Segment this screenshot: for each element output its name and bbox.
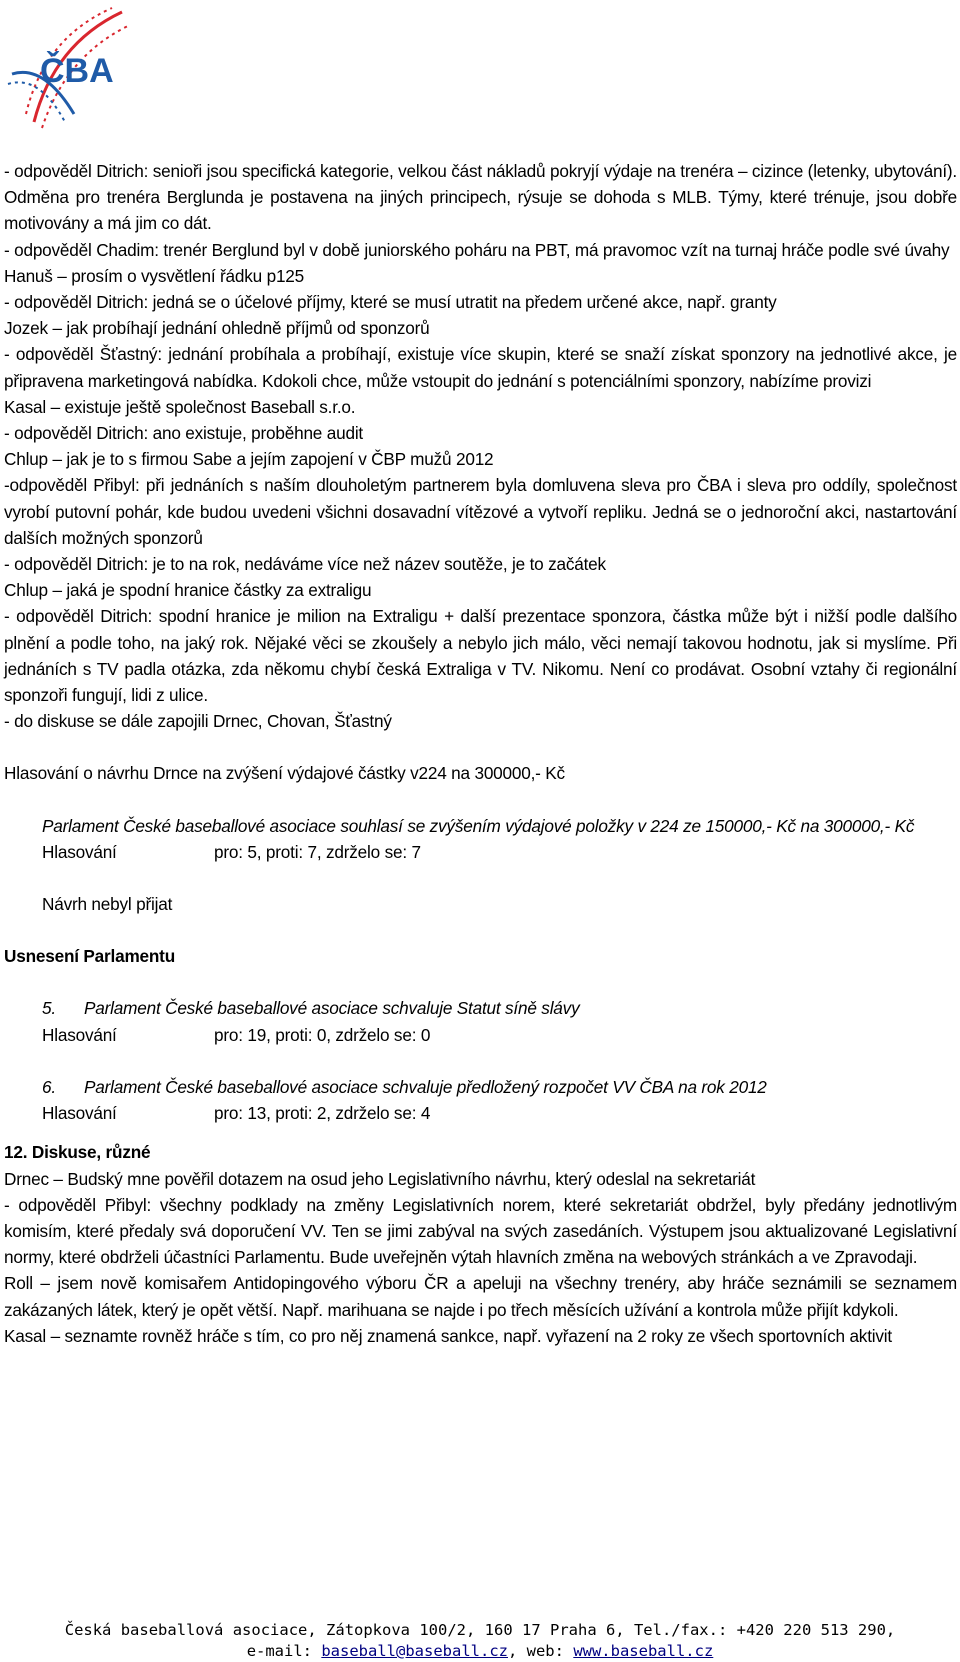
vote-heading: Hlasování o návrhu Drnce na zvýšení výdajové částky v224 na 300000,- Kč (4, 763, 565, 784)
resolution-number: 6. (42, 1076, 56, 1097)
paragraph: Roll – jsem nově komisařem Antidopingového výboru ČR a apeluji na všechny trenéry, aby hráče seznámili se seznamem zakázaných látek, který je opět větší. Např. marihuana se najde i po třech měsících užívání a kontrola může přijít kdykoli. (4, 1273, 957, 1320)
resolution-vote (4, 1022, 957, 1048)
paragraph: Kasal – seznamte rovněž hráče s tím, co pro něj znamená sankce, např. vyřazení na 2 roky ze všech sportovních aktivit (4, 1325, 892, 1346)
paragraph: - odpověděl Ditrich: je to na rok, nedáváme více než název soutěže, je to začátek (4, 554, 606, 575)
vote-result: pro: 13, proti: 2, zdrželo se: 4 (214, 1103, 431, 1124)
paragraph: - odpověděl Přibyl: všechny podklady na změny Legislativních norem, které sekretariát obdržel, byly předány jednotlivým komisím, které předaly svá doporučení VV. Ten se jimi zabýval na svých zasedáních. Výstupem jsou aktualizované Legislativní normy, které obdrželi účastníci Parlamentu. Bude uveřejněn výtah hlavních změna na webových stránkách a ve Zpravodaji. (4, 1194, 957, 1268)
paragraph: Jozek – jak probíhají jednání ohledně příjmů od sponzorů (4, 318, 430, 339)
resolution-text: Parlament České baseballové asociace schvaluje předložený rozpočet VV ČBA na rok 2012 (84, 1076, 767, 1097)
paragraph: - odpověděl Ditrich: jedná se o účelové příjmy, které se musí utratit na předem určené akce, např. granty (4, 292, 777, 313)
resolution-text: Parlament České baseballové asociace schvaluje Statut síně slávy (84, 998, 580, 1019)
resolution-item (4, 995, 957, 1021)
resolution-item (4, 1074, 957, 1100)
footer-address: Česká baseballová asociace, Zátopkova 100/2, 160 17 Praha 6, Tel./fax.: +420 220 513 290, (64, 1621, 896, 1639)
section-heading: 12. Diskuse, různé (4, 1142, 151, 1163)
paragraph: Hanuš – prosím o vysvětlení řádku p125 (4, 265, 305, 286)
paragraph: - odpověděl Ditrich: ano existuje, proběhne audit (4, 423, 364, 444)
document-body (4, 158, 957, 1349)
motion-vote (4, 839, 957, 865)
email-label: e-mail: (246, 1642, 322, 1660)
vote-label: Hlasování (42, 841, 117, 862)
resolutions-heading: Usnesení Parlamentu (4, 946, 176, 967)
paragraph: Drnec – Budský mne pověřil dotazem na osud jeho Legislativního návrhu, který odeslal na sekretariát (4, 1168, 756, 1189)
motion-outcome: Návrh nebyl přijat (42, 894, 173, 915)
paragraph: - odpověděl Šťastný: jednání probíhala a probíhají, existuje více skupin, které se snaží získat sponzory na jednotlivé akce, je připravena marketingová nabídka. Kdokoli chce, může vstoupit do jednání s potenciálními sponzory, nabízíme provizi (4, 344, 957, 391)
vote-result: pro: 5, proti: 7, zdrželo se: 7 (214, 841, 421, 862)
cba-logo (4, 4, 136, 136)
paragraph: - odpověděl Ditrich: spodní hranice je milion na Extraligu + další prezentace sponzora, částka může být i nižší podle dalšího plnění a podle toho, na jaký rok. Nějaké věci se zkoušely a nebylo jich málo, věci nemají takovou hodnotu, jak si myslíme. Při jednáních s TV padla otázka, zda někomu chybí česká Extraliga v TV. Nikomu. Není co prodávat. Osobní vztahy či regionální sponzoři fungují, lidi z ulice. (4, 606, 957, 706)
paragraph: - odpověděl Chadim: trenér Berglund byl v době juniorského poháru na PBT, má pravomoc vzít na turnaj hráče podle své úvahy (4, 239, 950, 260)
footer-contacts (0, 1641, 960, 1662)
email-link[interactable]: baseball@baseball.cz (321, 1642, 508, 1660)
vote-label: Hlasování (42, 1024, 117, 1045)
paragraph: -odpověděl Přibyl: při jednáních s naším dlouholetým partnerem byla domluvena sleva pro ČBA i sleva pro oddíly, společnost vyrobí putovní pohár, kde budou uvedeni všichni dosavadní vítězové a vytvoří repliku. Jedná se o jednoroční akci, nastartování dalších možných sponzorů (4, 475, 957, 548)
web-label: , web: (507, 1642, 574, 1660)
vote-result: pro: 19, proti: 0, zdrželo se: 0 (214, 1024, 431, 1045)
paragraph: - do diskuse se dále zapojili Drnec, Chovan, Šťastný (4, 711, 392, 732)
paragraph: Chlup – jaká je spodní hranice částky za extraligu (4, 580, 372, 601)
paragraph: Kasal – existuje ještě společnost Baseball s.r.o. (4, 396, 356, 417)
resolution-number: 5. (42, 998, 56, 1019)
vote-label: Hlasování (42, 1103, 117, 1124)
resolution-vote (4, 1100, 957, 1126)
web-link[interactable]: www.baseball.cz (573, 1642, 714, 1660)
paragraph: Chlup – jak je to s firmou Sabe a jejím zapojení v ČBP mužů 2012 (4, 449, 494, 470)
page-footer (0, 1620, 960, 1662)
paragraph: - odpověděl Ditrich: senioři jsou specifická kategorie, velkou část nákladů pokryjí výdaje na trenéra – cizince (letenky, ubytování). Odměna pro trenéra Berglunda je postavena na jiných principech, rýsuje se dohoda s MLB. Týmy, které trénuje, jsou dobře motivovány a má jim co dát. (4, 161, 957, 234)
svg-text:ČBA: ČBA (40, 52, 114, 90)
motion-text: Parlament České baseballové asociace souhlasí se zvýšením výdajové položky v 224 ze 150000,- Kč na 300000,- Kč (42, 815, 915, 836)
